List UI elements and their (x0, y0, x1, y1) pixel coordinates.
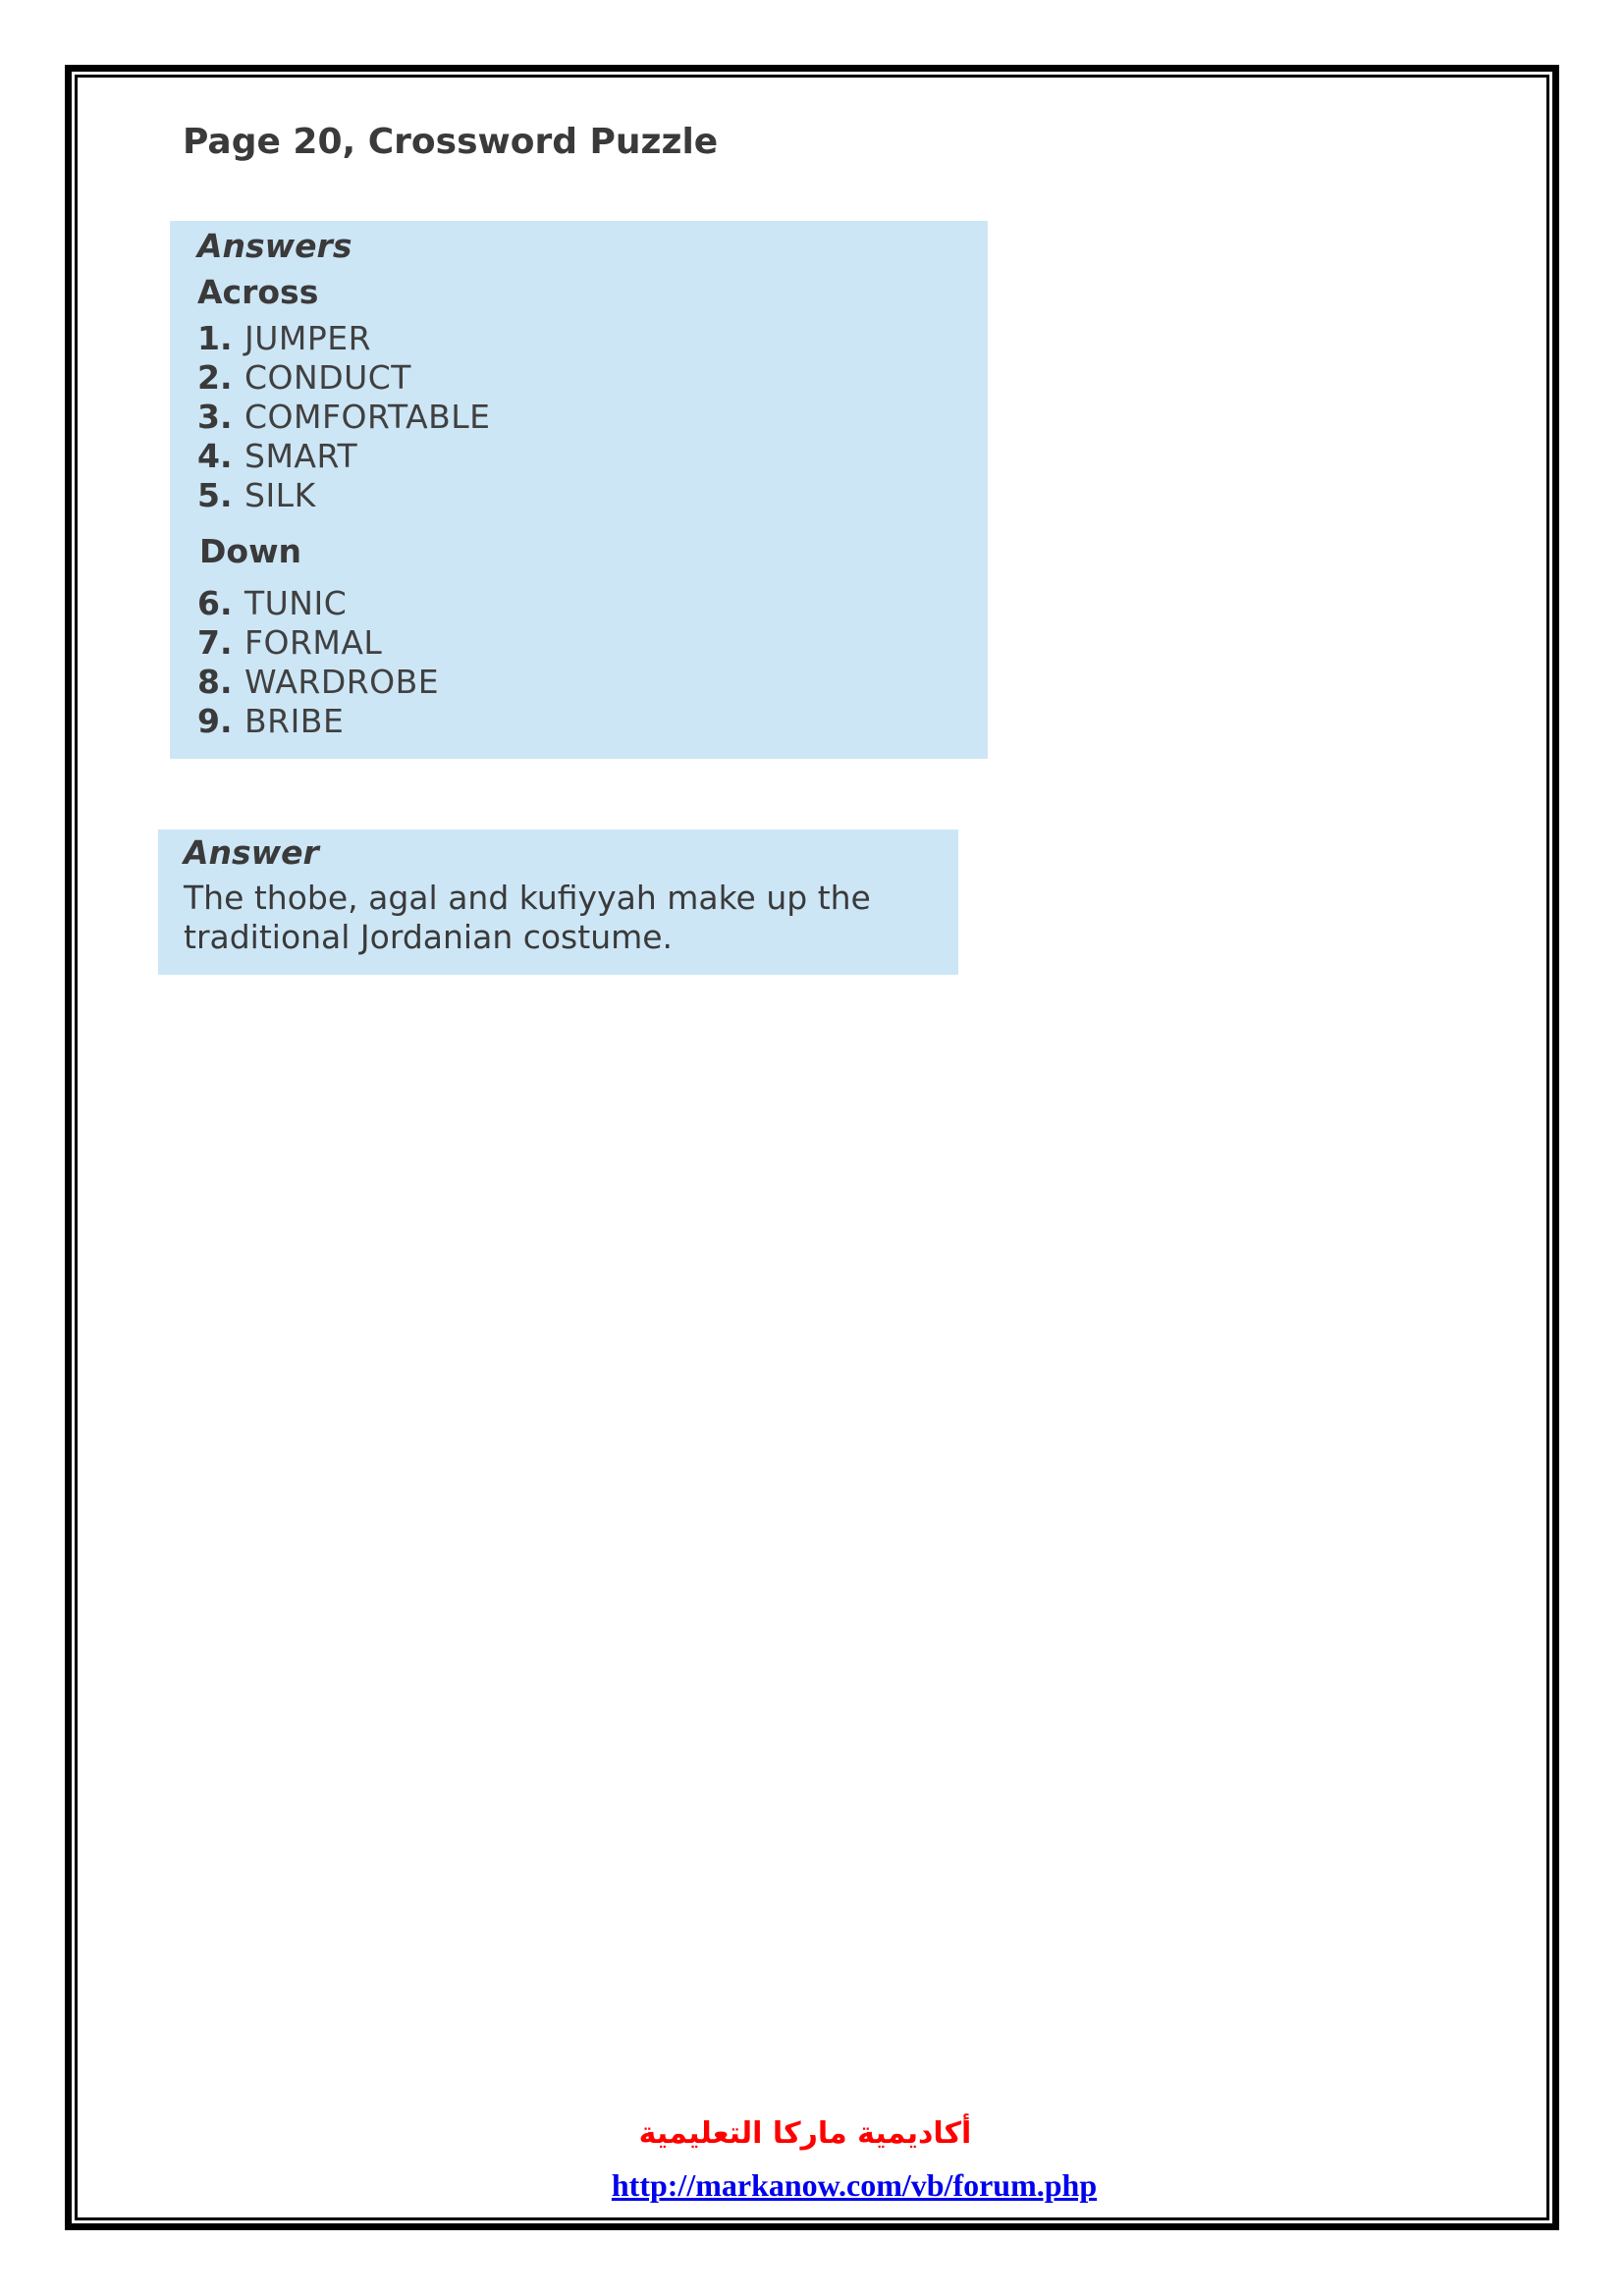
list-item (197, 437, 491, 476)
page-title: Page 20, Crossword Puzzle (183, 122, 719, 162)
item-word: FORMAL (244, 623, 383, 662)
costume-answer-box (158, 829, 958, 975)
item-number: 1. (197, 319, 233, 357)
item-word: SILK (244, 476, 316, 514)
item-word: BRIBE (244, 702, 345, 740)
list-item (197, 623, 439, 663)
item-number: 3. (197, 398, 233, 436)
item-word: JUMPER (244, 319, 372, 357)
down-list (197, 584, 439, 741)
item-number: 2. (197, 358, 233, 397)
down-heading: Down (199, 532, 302, 570)
item-number: 7. (197, 623, 233, 662)
item-word: SMART (244, 437, 358, 475)
footer-academy-name: أكاديمية ماركا التعليمية (638, 2116, 972, 2151)
item-number: 9. (197, 702, 233, 740)
item-word: WARDROBE (244, 663, 440, 701)
list-item (197, 358, 491, 398)
item-number: 6. (197, 584, 233, 622)
answers-heading: Answers (197, 227, 352, 265)
crossword-answers-box (170, 221, 988, 759)
list-item (197, 319, 491, 358)
item-word: TUNIC (244, 584, 348, 622)
item-number: 8. (197, 663, 233, 701)
answer-heading: Answer (184, 833, 319, 872)
list-item (197, 702, 439, 741)
item-word: COMFORTABLE (244, 398, 491, 436)
list-item (197, 584, 439, 623)
footer-forum-link[interactable]: http://markanow.com/vb/forum.php (611, 2167, 1098, 2203)
list-item (197, 476, 491, 515)
item-number: 5. (197, 476, 233, 514)
list-item (197, 398, 491, 437)
list-item (197, 663, 439, 702)
across-list (197, 319, 491, 515)
item-word: CONDUCT (244, 358, 411, 397)
item-number: 4. (197, 437, 233, 475)
across-heading: Across (197, 273, 319, 311)
answer-text: The thobe, agal and kufiyyah make up the traditional Jordanian costume. (184, 879, 871, 956)
